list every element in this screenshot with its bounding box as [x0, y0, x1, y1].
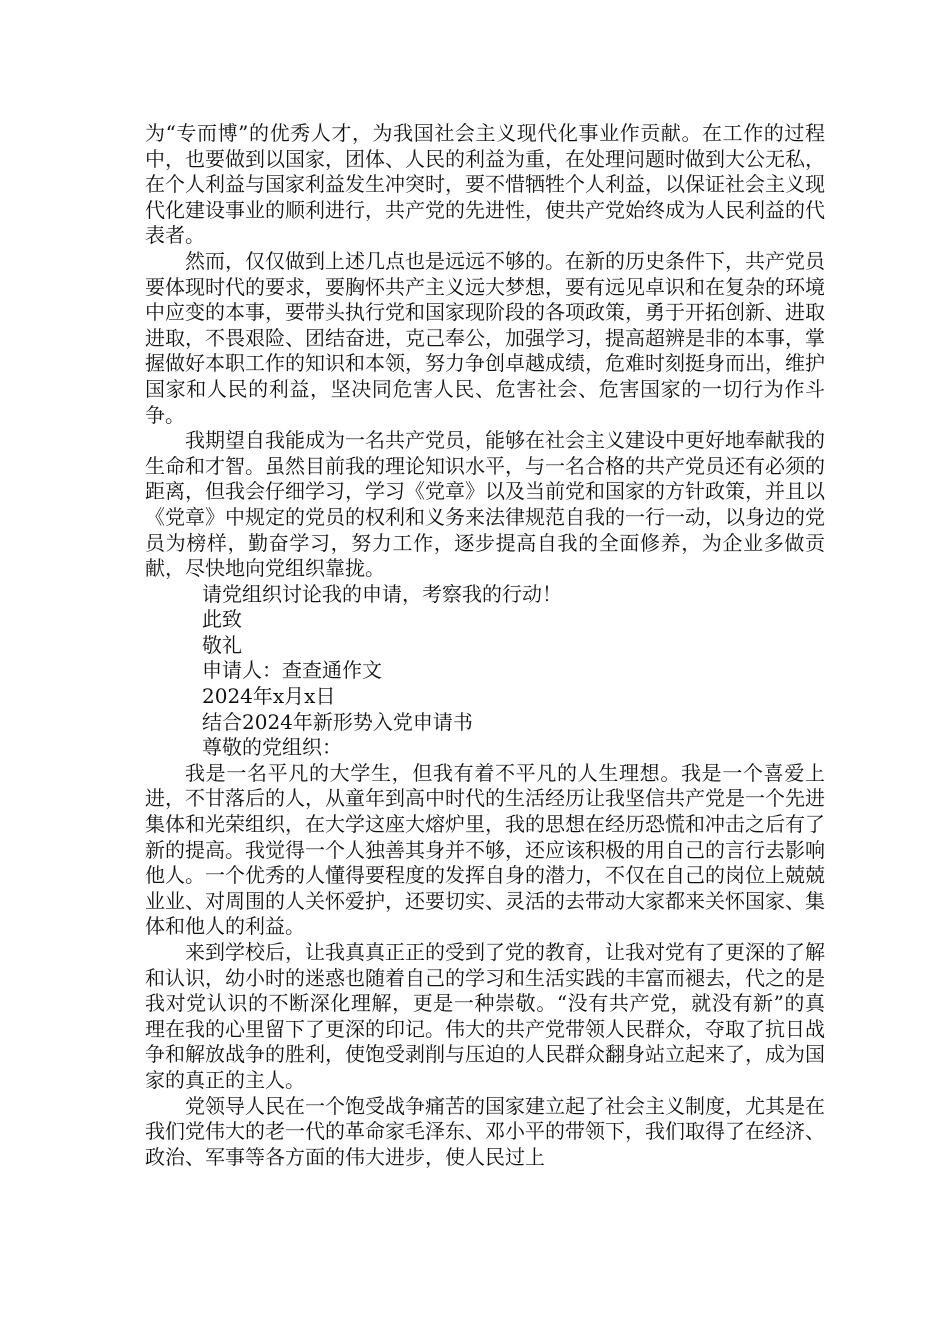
paragraph-continued: 为“专而博”的优秀人才，为我国社会主义现代化事业作贡献。在工作的过程中，也要做到以国家，团体、人民的利益为重，在处理问题时做到大公无私，在个人利益与国家利益发生冲突时，要不惜牺牲个人利益，以保证社会主义现代化建设事业的顺利进行，共产党的先进性，使共产党始终成为人民利益的代表者。 — [145, 121, 825, 248]
closing-regards: 敬礼 — [202, 632, 242, 657]
date-line: 2024年x月x日 — [202, 684, 336, 709]
closing-request-line: 请党组织讨论我的申请，考察我的行动！ — [202, 581, 562, 606]
second-letter-title: 结合2024年新形势入党申请书 — [202, 709, 473, 734]
paragraph-personal-hope: 我期望自我能成为一名共产党员，能够在社会主义建设中更好地奉献我的生命和才智。虽然目前我的理论知识水平，与一名合格的共产党员还有必须的距离，但我会仔细学习，学习《党章》以及当前党和国家的方针政策，并且以《党章》中规定的党员的权利和义务来法律规范自我的一行一动，以身边的党员为榜样，勤奋学习，努力工作，逐步提高自我的全面修养，为企业多做贡献，尽快地向党组织靠拢。 — [145, 428, 825, 581]
paragraph-university-student: 我是一名平凡的大学生，但我有着不平凡的人生理想。我是一个喜爱上进，不甘落后的人，从童年到高中时代的生活经历让我坚信共产党是一个先进集体和光荣组织，在大学这座大熔炉里，我的思想在经历恐慌和冲击之后有了新的提高。我觉得一个人独善其身并不够，还应该积极的用自己的言行去影响他人。一个优秀的人懂得要程度的发挥自身的潜力，不仅在自己的岗位上兢兢业业、对周围的人关怀爱护，还要切实、灵活的去带动大家都来关怀国家、集体和他人的利益。 — [145, 760, 825, 939]
second-letter-greeting: 尊敬的党组织： — [202, 735, 342, 760]
paragraph-party-education: 来到学校后，让我真真正正的受到了党的教育，让我对党有了更深的了解和认识，幼小时的迷惑也随着自己的学习和生活实践的丰富而褪去，代之的是我对党认识的不断深化理解，更是一种崇敬。“没有共产党，就没有新”的真理在我的心里留下了更深的印记。伟大的共产党带领人民群众，夺取了抗日战争和解放战争的胜利，使饱受剥削与压迫的人民群众翻身站立起来了，成为国家的真正的主人。 — [145, 940, 825, 1092]
closing-salutation: 此致 — [202, 607, 242, 632]
paragraph-new-era-requirements: 然而，仅仅做到上述几点也是远远不够的。在新的历史条件下，共产党员要体现时代的要求，要胸怀共产主义远大梦想，要有远见卓识和在复杂的环境中应变的本事，要带头执行党和国家现阶段的各项政策，勇于开拓创新、进取进取，不畏艰险、团结奋进，克己奉公，加强学习，提高超辨是非的本事，掌握做好本职工作的知识和本领，努力争创卓越成绩，危难时刻挺身而出，维护国家和人民的利益，坚决同危害人民、危害社会、危害国家的一切行为作斗争。 — [145, 248, 825, 427]
paragraph-party-leadership: 党领导人民在一个饱受战争痛苦的国家建立起了社会主义制度，尤其是在我们党伟大的老一代的革命家毛泽东、邓小平的带领下，我们取得了在经济、政治、军事等各方面的伟大进步，使人民过上 — [145, 1093, 825, 1169]
document-page — [145, 121, 825, 1170]
applicant-line: 申请人：查查通作文 — [202, 658, 382, 683]
